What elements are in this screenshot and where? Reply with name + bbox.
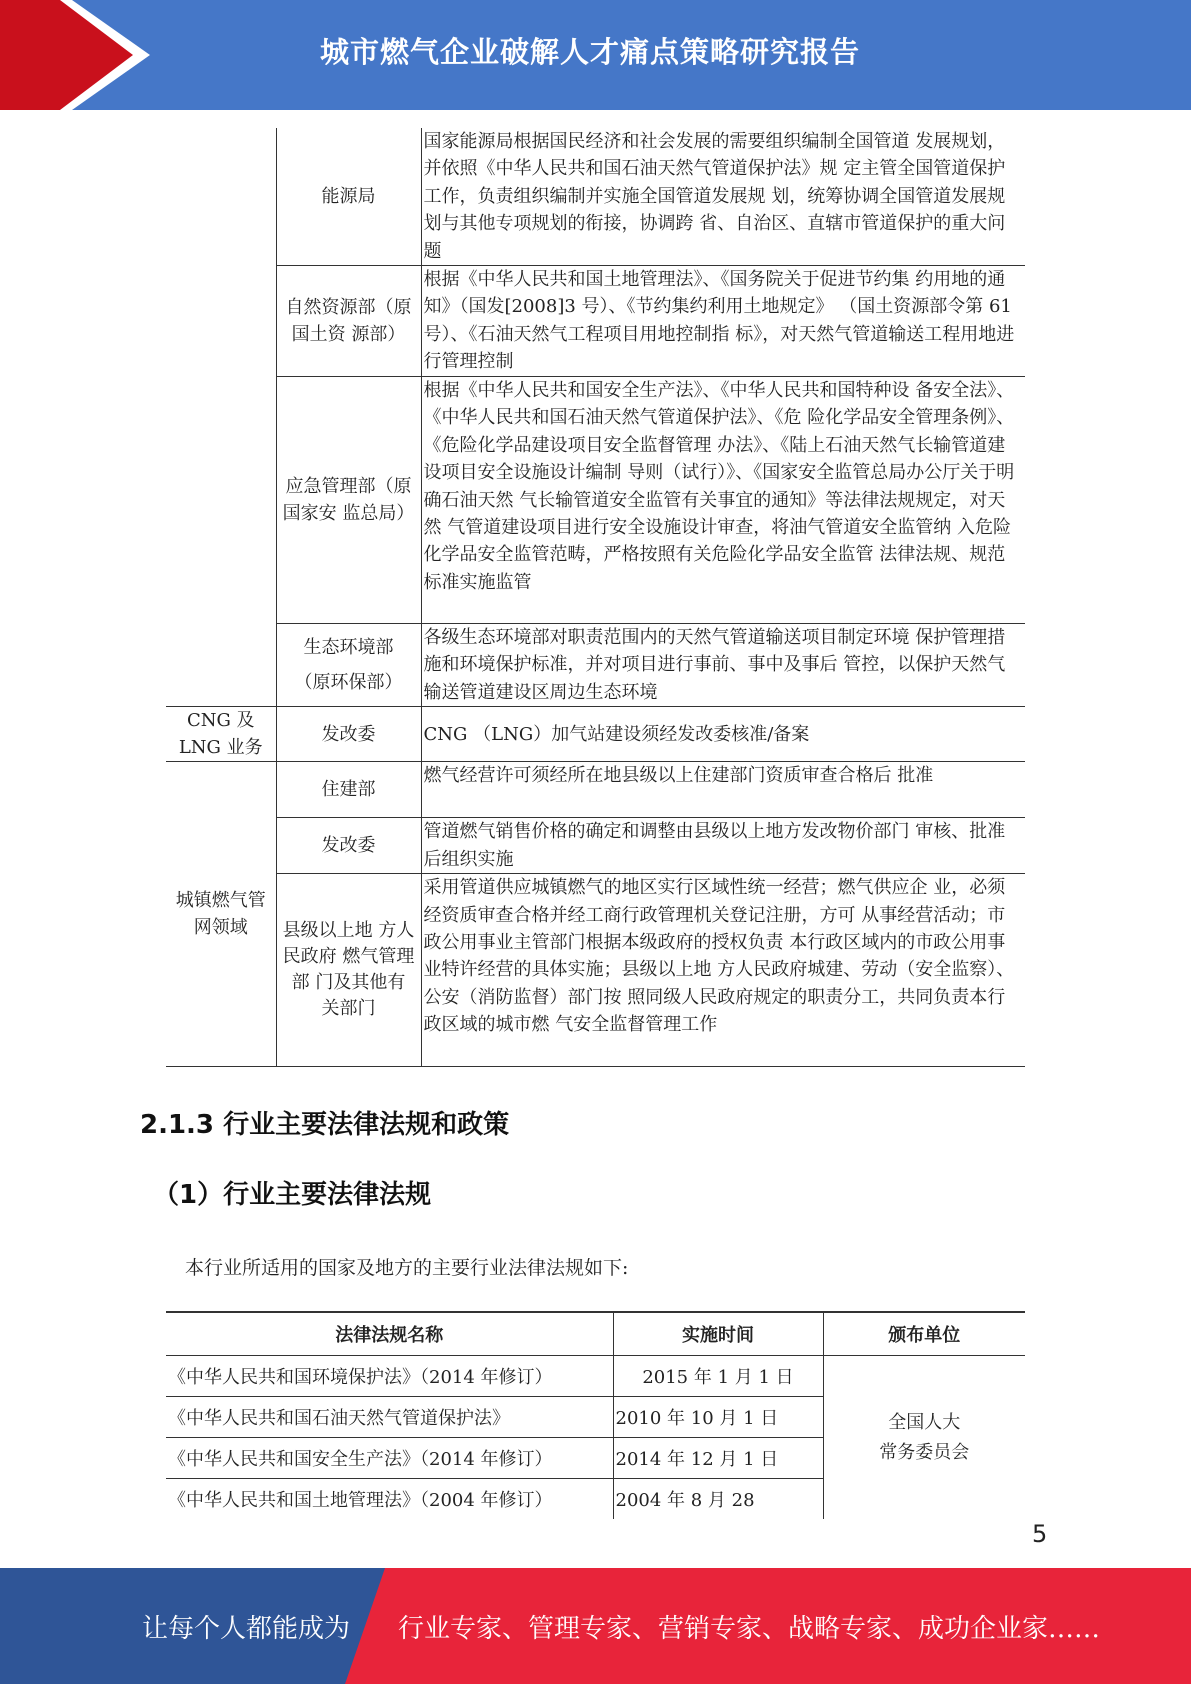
duty-cell: 燃气经营许可须经所在地县级以上住建部门资质审查合格后 批准 bbox=[421, 762, 1025, 818]
regulator-table bbox=[166, 128, 1025, 1067]
table-row bbox=[166, 624, 1025, 707]
table-row bbox=[166, 128, 1025, 266]
authority-line: （原环保部） bbox=[294, 672, 403, 694]
report-title: 城市燃气企业破解人才痛点策略研究报告 bbox=[320, 35, 861, 69]
law-name-cell: 《中华人民共和国环境保护法》（2014 年修订） bbox=[166, 1356, 613, 1397]
table-row bbox=[166, 707, 1025, 762]
table-row bbox=[166, 1356, 1025, 1397]
effective-date-cell: 2014 年 12 月 1 日 bbox=[613, 1438, 823, 1479]
duty-cell: 各级生态环境部对职责范围内的天然气管道输送项目制定环境 保护管理措施和环境保护标准，并对项目进行事前、事中及事后 管控，以保护天然气输送管道建设区周边生态环境 bbox=[421, 624, 1025, 707]
footer-slogan-left: 让每个人都能成为 bbox=[142, 1614, 351, 1644]
authority-cell: 应急管理部（原国家安 监总局） bbox=[276, 377, 421, 624]
duty-cell: 管道燃气销售价格的确定和调整由县级以上地方发改物价部门 审核、批准后组织实施 bbox=[421, 818, 1025, 874]
issuer-cell bbox=[823, 1356, 1025, 1520]
law-name-cell: 《中华人民共和国土地管理法》（2004 年修订） bbox=[166, 1479, 613, 1520]
authority-cell: 能源局 bbox=[276, 128, 421, 266]
page-number: 5 bbox=[1032, 1520, 1048, 1548]
authority-cell: 县级以上地 方人民政府 燃气管理部 门及其他有 关部门 bbox=[276, 874, 421, 1067]
table-row bbox=[166, 377, 1025, 624]
law-name-cell: 《中华人民共和国石油天然气管道保护法》 bbox=[166, 1397, 613, 1438]
table-row bbox=[166, 818, 1025, 874]
authority-line: 生态环境部 bbox=[303, 637, 394, 659]
issuer-line: 常务委员会 bbox=[879, 1441, 970, 1463]
category-cell: CNG 及 LNG 业务 bbox=[166, 707, 276, 762]
authority-cell: 发改委 bbox=[276, 707, 421, 762]
authority-cell: 住建部 bbox=[276, 762, 421, 818]
duty-cell: 根据《中华人民共和国土地管理法》、《国务院关于促进节约集 约用地的通知》（国发[2008]3 号）、《节约集约利用土地规定》 （国土资源部令第 61 号）、《石油天然气工程项目用地控制指 标》，对天然气管道输送工程用地进行管理控制 bbox=[421, 266, 1025, 377]
category-cell bbox=[166, 128, 276, 707]
duty-cell: 采用管道供应城镇燃气的地区实行区域性统一经营；燃气供应企 业，必须经资质审查合格并经工商行政管理机关登记注册，方可 从事经营活动；市政公用事业主管部门根据本级政府的授权负责 本行政区域内的市政公用事业特许经营的具体实施；县级以上地 方人民政府城建、劳动（安全监察）、公安（消防监督）部门按 照同级人民政府规定的职责分工，共同负责本行政区域的城市燃 气安全监督管理工作 bbox=[421, 874, 1025, 1067]
intro-paragraph: 本行业所适用的国家及地方的主要行业法律法规如下: bbox=[185, 1257, 629, 1279]
table-row bbox=[166, 266, 1025, 377]
section-heading: 2.1.3 行业主要法律法规和政策 bbox=[140, 1110, 510, 1140]
effective-date-cell: 2015 年 1 月 1 日 bbox=[613, 1356, 823, 1397]
column-header: 实施时间 bbox=[613, 1312, 823, 1356]
authority-cell: 发改委 bbox=[276, 818, 421, 874]
table-row bbox=[166, 762, 1025, 818]
category-cell: 城镇燃气管网领域 bbox=[166, 762, 276, 1067]
law-table bbox=[166, 1311, 1025, 1519]
duty-cell: 根据《中华人民共和国安全生产法》、《中华人民共和国特种设 备安全法》、《中华人民共和国石油天然气管道保护法》、《危 险化学品安全管理条例》、《危险化学品建设项目安全监督管理 办法》、《陆上石油天然气长输管道建设项目安全设施设计编制 导则（试行）》、《国家安全监管总局办公厅关于明确石油天然 气长输管道安全监管有关事宜的通知》等法律法规规定，对天然 气管道建设项目进行安全设施设计审查，将油气管道安全监管纳 入危险化学品安全监管范畴，严格按照有关危险化学品安全监管 法律法规、规范标准实施监管 bbox=[421, 377, 1025, 624]
table-header-row bbox=[166, 1312, 1025, 1356]
subsection-heading: （1）行业主要法律法规 bbox=[153, 1180, 432, 1210]
table-row bbox=[166, 874, 1025, 1067]
issuer-line: 全国人大 bbox=[888, 1411, 961, 1433]
duty-cell: 国家能源局根据国民经济和社会发展的需要组织编制全国管道 发展规划，并依照《中华人民共和国石油天然气管道保护法》规 定主管全国管道保护工作，负责组织编制并实施全国管道发展规 划，统筹协调全国管道发展规划与其他专项规划的衔接，协调跨 省、自治区、直辖市管道保护的重大问题 bbox=[421, 128, 1025, 266]
duty-cell: CNG （LNG）加气站建设须经发改委核准/备案 bbox=[421, 707, 1025, 762]
authority-cell: 自然资源部（原国土资 源部） bbox=[276, 266, 421, 377]
authority-cell bbox=[276, 624, 421, 707]
effective-date-cell: 2010 年 10 月 1 日 bbox=[613, 1397, 823, 1438]
page-footer bbox=[0, 1568, 1191, 1684]
column-header: 颁布单位 bbox=[823, 1312, 1025, 1356]
page-header bbox=[0, 0, 1191, 110]
effective-date-cell: 2004 年 8 月 28 bbox=[613, 1479, 823, 1520]
law-name-cell: 《中华人民共和国安全生产法》（2014 年修订） bbox=[166, 1438, 613, 1479]
header-arrow-graphic bbox=[0, 0, 160, 110]
column-header: 法律法规名称 bbox=[166, 1312, 613, 1356]
footer-slogan-right: 行业专家、管理专家、营销专家、战略专家、成功企业家…… bbox=[398, 1614, 1101, 1644]
